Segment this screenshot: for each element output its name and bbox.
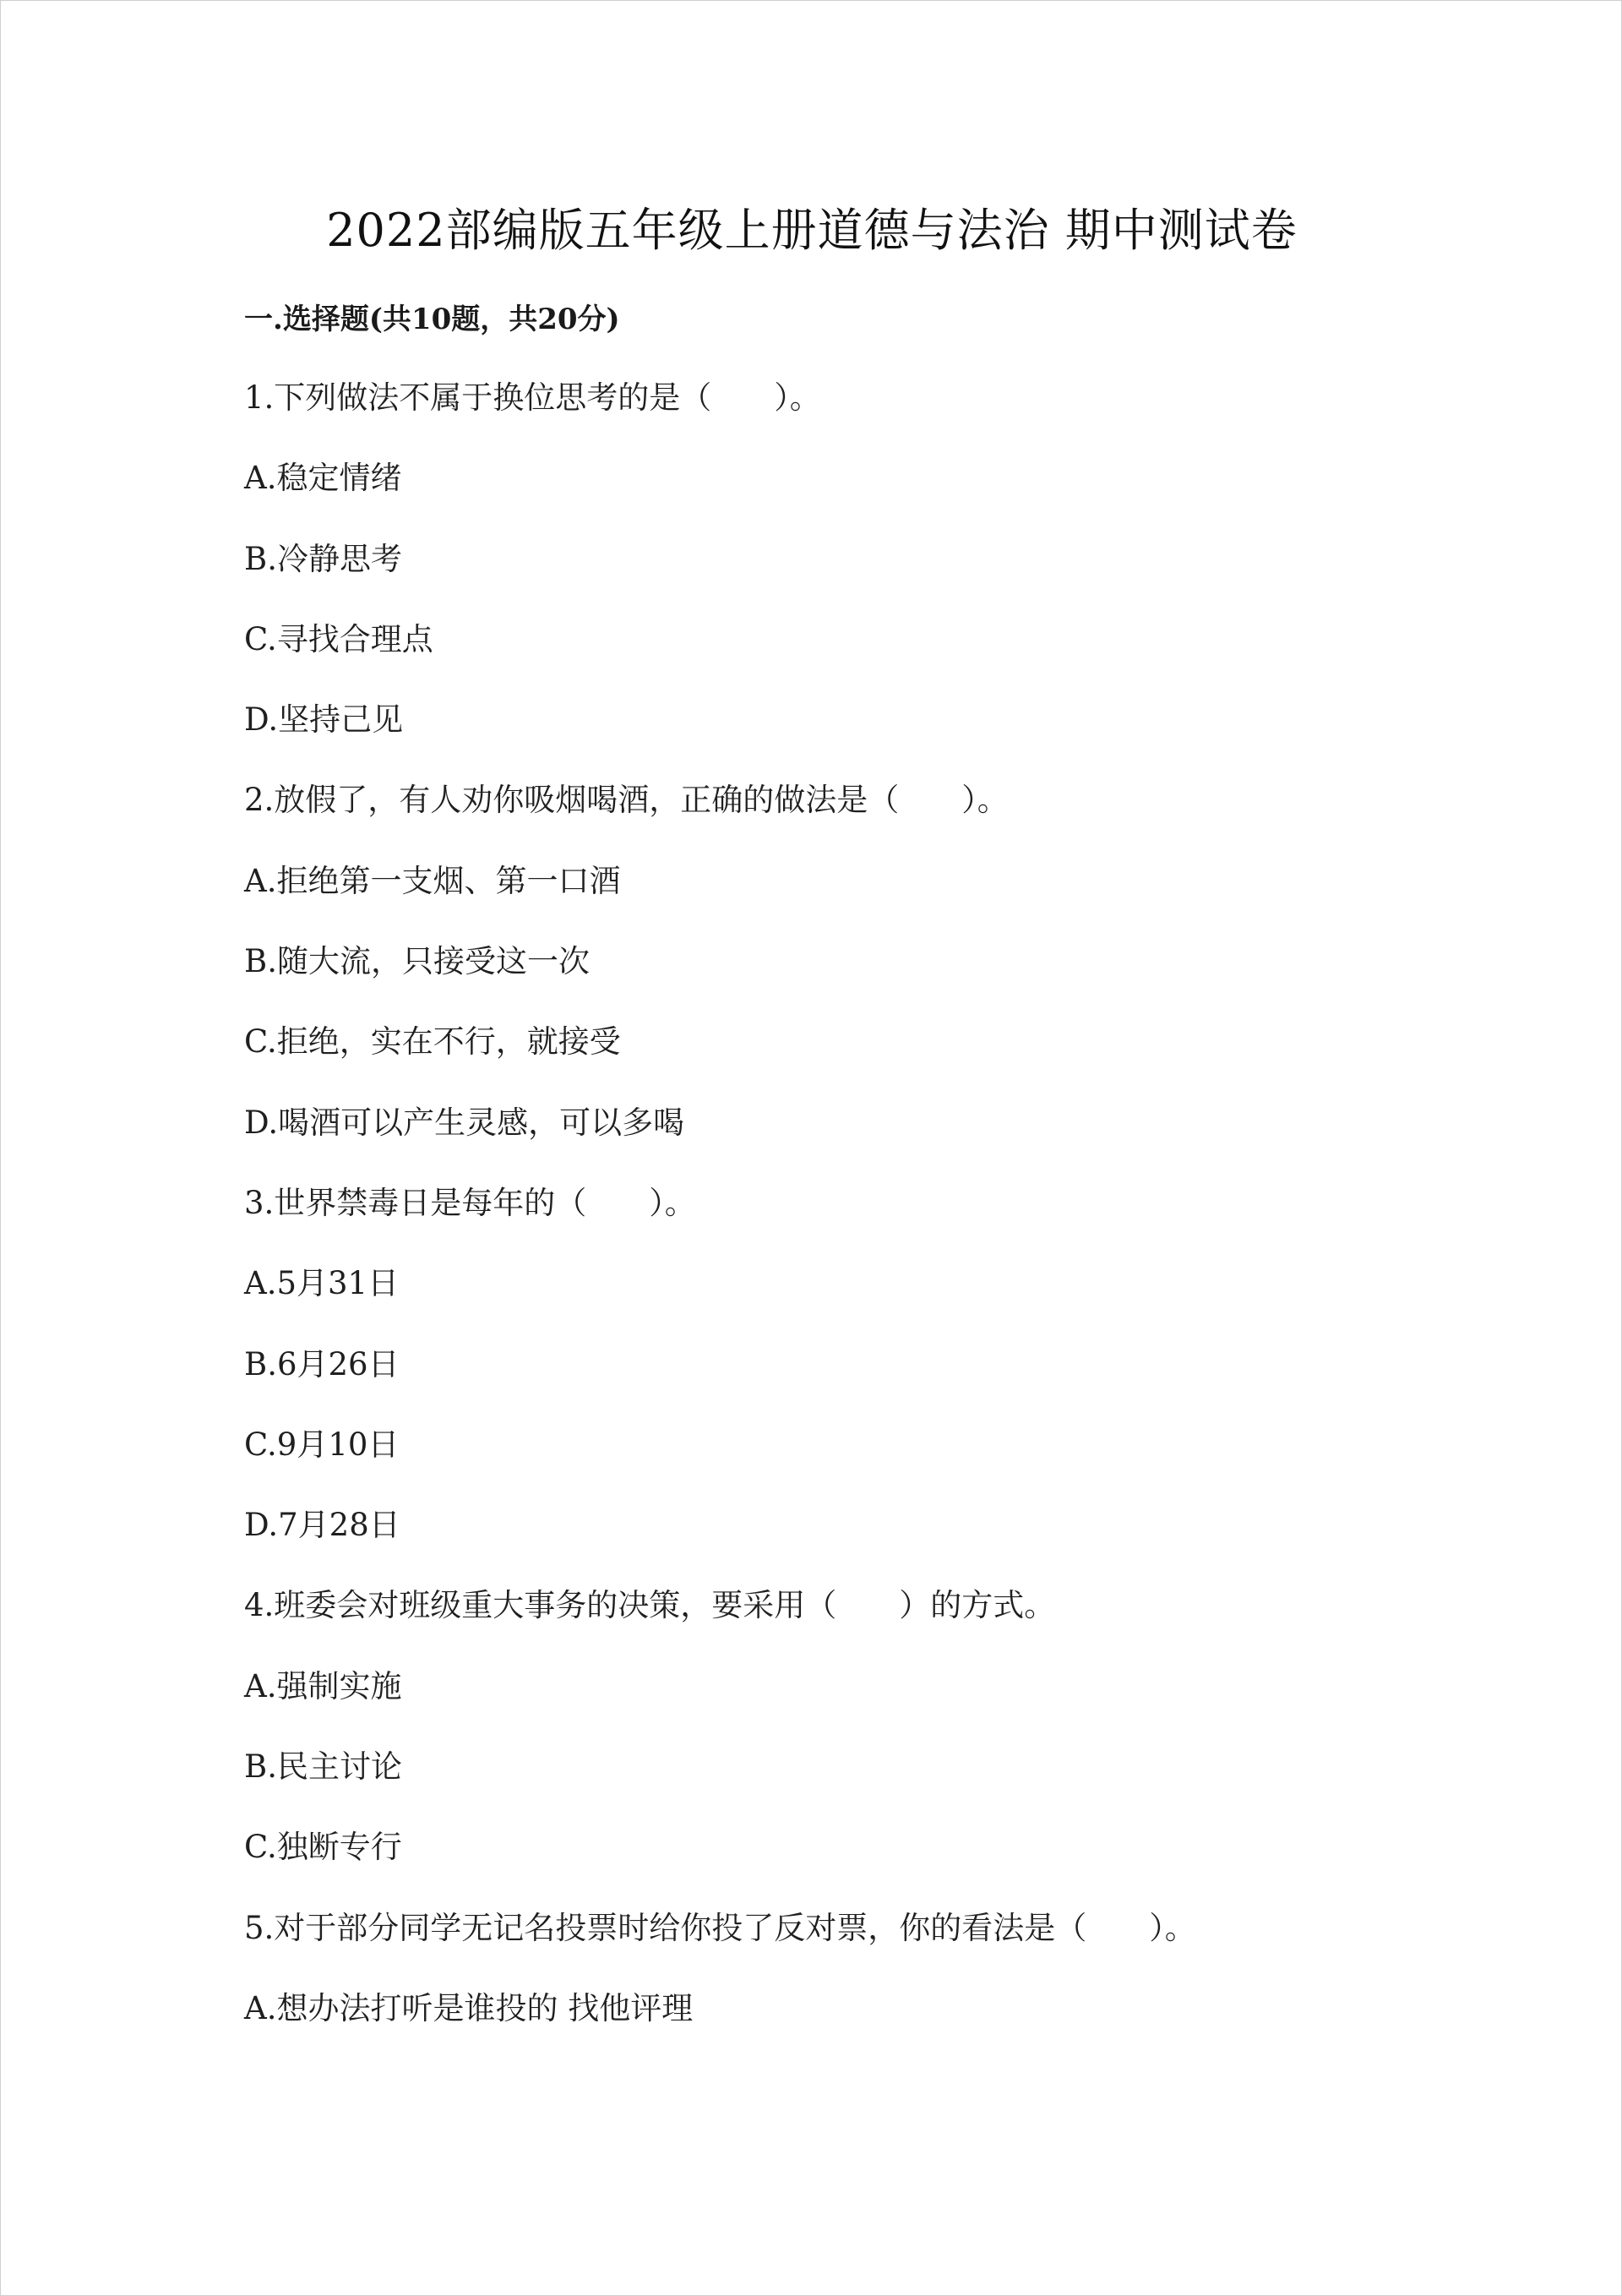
- option-c: C.9月10日: [244, 1426, 400, 1463]
- option-a: A.5月31日: [244, 1265, 400, 1302]
- option-b: B.冷静思考: [244, 540, 402, 577]
- question-5: [244, 1906, 1427, 2067]
- option-d: D.7月28日: [244, 1507, 400, 1544]
- option-a: A.想办法打听是谁投的 找他评理: [244, 1989, 694, 2026]
- question-stem: 3.世界禁毒日是每年的（ ）。: [244, 1184, 696, 1221]
- option-b: B.6月26日: [244, 1345, 400, 1383]
- question-3: [244, 1181, 1427, 1583]
- option-a: A.拒绝第一支烟、第一口酒: [244, 862, 621, 899]
- question-list: [244, 375, 1427, 2066]
- option-a: A.稳定情绪: [244, 460, 402, 497]
- question-stem: 4.班委会对班级重大事务的决策，要采用（ ）的方式。: [244, 1587, 1056, 1624]
- section-heading: 一.选择题(共10题，共20分): [244, 303, 620, 336]
- option-d: D.坚持己见: [244, 701, 404, 739]
- question-4: [244, 1583, 1427, 1905]
- option-d: D.喝酒可以产生灵感，可以多喝: [244, 1104, 685, 1141]
- question-2: [244, 777, 1427, 1180]
- option-b: B.随大流，只接受这一次: [244, 943, 590, 980]
- option-c: C.拒绝，实在不行，就接受: [244, 1023, 621, 1061]
- option-a: A.强制实施: [244, 1667, 402, 1704]
- question-stem: 5.对于部分同学无记名投票时给你投了反对票，你的看法是（ ）。: [244, 1909, 1196, 1946]
- question-stem: 2.放假了，有人劝你吸烟喝酒，正确的做法是（ ）。: [244, 782, 1009, 819]
- option-c: C.寻找合理点: [244, 620, 433, 657]
- option-c: C.独断专行: [244, 1829, 402, 1866]
- question-1: [244, 375, 1427, 777]
- document-title: 2022部编版五年级上册道德与法治 期中测试卷: [326, 204, 1298, 257]
- option-b: B.民主讨论: [244, 1748, 402, 1786]
- question-stem: 1.下列做法不属于换位思考的是（ ）。: [244, 379, 821, 416]
